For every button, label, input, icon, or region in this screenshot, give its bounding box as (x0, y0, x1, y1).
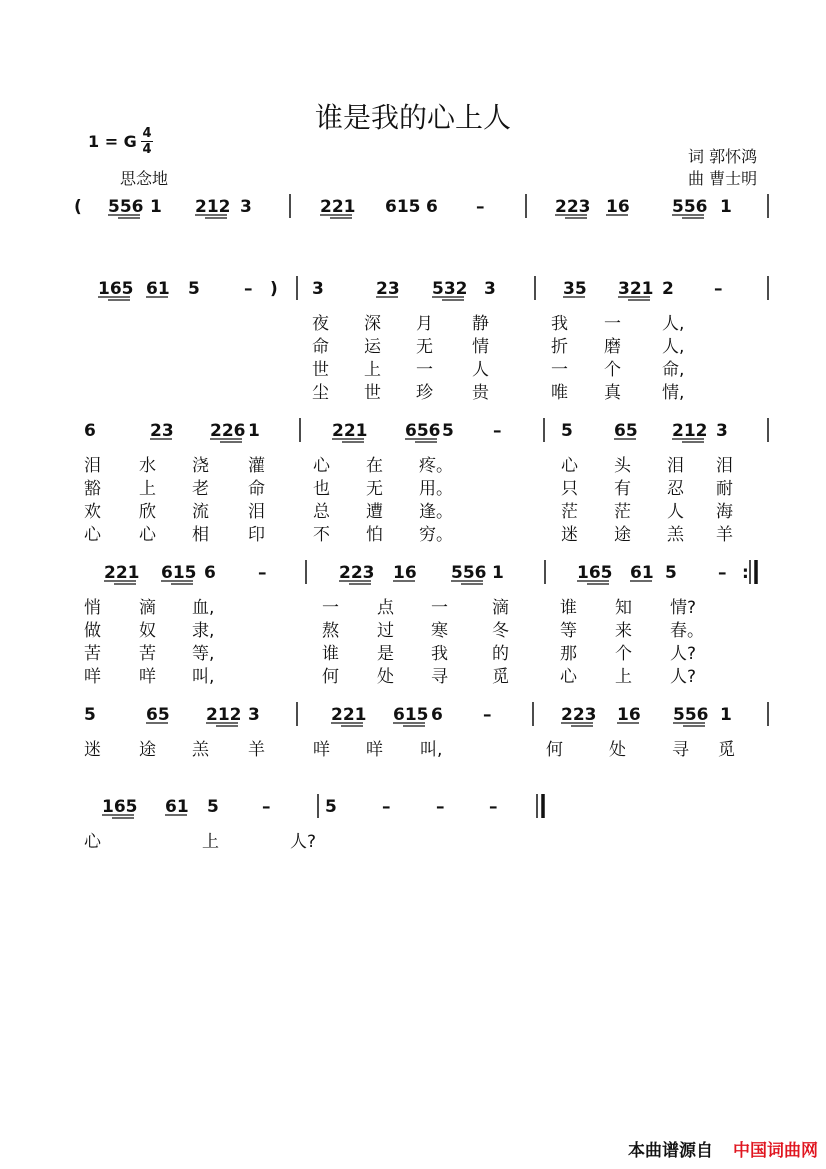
notation-token: – (718, 563, 727, 583)
lyric-char: 世 (364, 383, 381, 403)
notation-token: – (493, 421, 502, 441)
lyric-char: 情? (670, 598, 697, 618)
lyricist-credit: 词 郭怀鸿 (688, 147, 758, 166)
lyric-char: 等, (192, 644, 215, 664)
system-2 (98, 276, 768, 300)
notation-token: 223 (561, 705, 597, 725)
lyric-char: 上 (615, 667, 632, 687)
notation-token: 1 (492, 563, 504, 583)
notation-token: 16 (606, 197, 630, 217)
lyric-char: 茫 (614, 502, 631, 522)
lyric-char: 不 (313, 525, 330, 545)
lyric-char: 人 (472, 360, 489, 380)
notation-token: 6 (431, 705, 443, 725)
lyric-char: 心 (84, 832, 101, 852)
lyric-char: 是 (377, 644, 394, 664)
lyric-char: 熬 (322, 621, 339, 641)
lyric-char: 何 (322, 667, 339, 687)
lyric-char: 处 (377, 667, 394, 687)
notation-token: 532 (432, 279, 468, 299)
notation-token: 226 (210, 421, 246, 441)
lyric-char: 折 (551, 337, 568, 357)
lyric-char: 寻 (672, 740, 689, 760)
lyric-char: 命 (312, 337, 329, 357)
notation-token: 65 (614, 421, 638, 441)
lyric-char: 苦 (139, 644, 156, 664)
lyric-char: 相 (192, 525, 209, 545)
notation-token: 556 (108, 197, 144, 217)
lyric-char: 上 (139, 479, 156, 499)
lyric-char: 一 (551, 360, 568, 380)
lyric-char: 觅 (492, 667, 509, 687)
lyric-char: 一 (604, 314, 621, 334)
notation-token: 5 (325, 797, 337, 817)
system-5 (84, 702, 768, 726)
lyric-char: 珍 (416, 383, 433, 403)
notation-token: 61 (165, 797, 189, 817)
notation-token: 1 (720, 197, 732, 217)
composer-credit: 曲 曹士明 (688, 169, 758, 188)
lyric-char: 点 (377, 598, 394, 618)
notation-token: 1 (150, 197, 162, 217)
notation-token: 61 (630, 563, 654, 583)
system-6 (102, 794, 543, 818)
lyric-char: 贵 (472, 383, 489, 403)
lyric-char: 豁 (84, 479, 101, 499)
time-signature-top: 4 (142, 126, 152, 141)
notation-token: ( (74, 197, 82, 217)
lyric-char: 奴 (139, 621, 156, 641)
notation-token: 16 (617, 705, 641, 725)
notation-token: 3 (484, 279, 496, 299)
notation-token: – (258, 563, 267, 583)
lyric-char: 迷 (84, 740, 101, 760)
lyric-char: 水 (139, 456, 156, 476)
lyric-char: 疼。 (419, 456, 453, 476)
lyric-char: 夜 (312, 314, 329, 334)
system-3 (84, 418, 768, 442)
lyric-char: 总 (313, 502, 330, 522)
notation-token: 221 (320, 197, 356, 217)
notation-token: 221 (104, 563, 140, 583)
lyric-char: 羊 (248, 740, 265, 760)
notation-token: 221 (331, 705, 367, 725)
lyric-char: 流 (192, 502, 209, 522)
lyric-char: 谁 (560, 598, 577, 618)
notation-token: 656 (405, 421, 441, 441)
lyric-char: 月 (416, 314, 433, 334)
notation-token: 16 (393, 563, 417, 583)
lyric-char: 尘 (312, 383, 329, 403)
notation-token: 5 (207, 797, 219, 817)
lyric-char: 个 (604, 360, 621, 380)
notation-token: 65 (146, 705, 170, 725)
lyric-char: 唯 (551, 383, 568, 403)
notation-token: 165 (102, 797, 138, 817)
system-1 (74, 194, 768, 218)
lyric-char: 泪 (248, 502, 265, 522)
lyric-char: 人, (662, 337, 685, 357)
lyric-char: 滴 (492, 598, 509, 618)
lyric-char: 耐 (716, 479, 733, 499)
time-signature-bottom: 4 (142, 142, 152, 157)
notation-token: 5 (665, 563, 677, 583)
notation-token: 165 (577, 563, 613, 583)
lyric-char: 觅 (718, 740, 735, 760)
lyric-char: 浇 (192, 456, 209, 476)
lyric-char: 无 (366, 479, 383, 499)
lyric-char: 隶, (192, 621, 215, 641)
notation-token: 3 (240, 197, 252, 217)
notation-token: 23 (150, 421, 174, 441)
notation-token: 2 (662, 279, 674, 299)
lyric-char: 运 (364, 337, 381, 357)
notation-token: 1 (248, 421, 260, 441)
lyric-char: 人? (670, 667, 697, 687)
lyric-char: 咩 (84, 667, 101, 687)
lyric-char: 只 (561, 479, 578, 499)
lyric-char: 欣 (139, 502, 156, 522)
notation-token: – (714, 279, 723, 299)
lyric-char: 心 (313, 456, 330, 476)
notation-token: 223 (555, 197, 591, 217)
system-4 (104, 560, 756, 584)
lyric-char: 深 (364, 314, 381, 334)
notation-token: 212 (672, 421, 708, 441)
notation-token: – (262, 797, 271, 817)
notation-token: 615 (393, 705, 429, 725)
notation-token: ) (270, 279, 278, 299)
lyric-char: 知 (615, 598, 632, 618)
notation-token: 5 (84, 705, 96, 725)
lyric-char: 人 (667, 502, 684, 522)
lyric-char: 的 (492, 644, 509, 664)
notation-token: 6 (426, 197, 438, 217)
notation-token: 556 (672, 197, 708, 217)
lyric-char: 泪 (716, 456, 733, 476)
lyric-char: 那 (560, 644, 577, 664)
notation-token: 35 (563, 279, 587, 299)
notation-token: 3 (248, 705, 260, 725)
lyric-char: 无 (416, 337, 433, 357)
lyric-char: 血, (192, 598, 215, 618)
lyric-char: 我 (551, 314, 568, 334)
lyric-char: 谁 (322, 644, 339, 664)
lyric-char: 人? (290, 832, 317, 852)
notation-token: 5 (561, 421, 573, 441)
lyric-char: 我 (431, 644, 448, 664)
repeat-dots: : (742, 563, 749, 583)
lyric-char: 羔 (667, 525, 684, 545)
lyric-char: 等 (560, 621, 577, 641)
footer-source: 本曲谱源自 (628, 1141, 713, 1161)
lyric-char: 苦 (84, 644, 101, 664)
lyric-char: 寻 (431, 667, 448, 687)
lyric-char: 一 (322, 598, 339, 618)
lyric-char: 悄 (84, 598, 101, 618)
lyric-char: 真 (604, 383, 621, 403)
lyric-char: 来 (615, 621, 632, 641)
notation-token: 6 (84, 421, 96, 441)
lyric-char: 海 (716, 502, 733, 522)
notation-token: 556 (673, 705, 709, 725)
notation-token: 212 (206, 705, 242, 725)
lyric-char: 途 (139, 740, 156, 760)
lyric-char: 泪 (84, 456, 101, 476)
lyric-char: 命 (248, 479, 265, 499)
lyric-char: 人, (662, 314, 685, 334)
lyric-char: 老 (192, 479, 209, 499)
notation-token: 23 (376, 279, 400, 299)
notation-token: 6 (204, 563, 216, 583)
lyric-char: 也 (313, 479, 330, 499)
lyric-char: 欢 (84, 502, 101, 522)
lyric-char: 磨 (604, 337, 621, 357)
notation-token: 615 (385, 197, 421, 217)
lyric-char: 叫, (192, 667, 215, 687)
lyric-char: 途 (614, 525, 631, 545)
notation-token: – (483, 705, 492, 725)
lyric-char: 一 (416, 360, 433, 380)
lyric-char: 何 (546, 740, 563, 760)
lyric-char: 春。 (670, 621, 704, 641)
lyric-char: 心 (84, 525, 101, 545)
notation-token: 5 (188, 279, 200, 299)
lyric-char: 印 (248, 525, 265, 545)
notation-token: 221 (332, 421, 368, 441)
lyric-char: 灌 (248, 456, 265, 476)
lyric-char: 冬 (492, 621, 509, 641)
lyric-char: 羊 (716, 525, 733, 545)
lyric-char: 一 (431, 598, 448, 618)
footer-site: 中国词曲网 (733, 1141, 818, 1161)
notation-token: 223 (339, 563, 375, 583)
lyric-char: 迷 (561, 525, 578, 545)
notation-token: 1 (720, 705, 732, 725)
key-signature: 1 = G (88, 132, 137, 151)
lyric-char: 寒 (431, 621, 448, 641)
lyric-char: 静 (472, 314, 489, 334)
lyric-char: 用。 (419, 479, 453, 499)
lyric-char: 心 (561, 456, 578, 476)
notation-token: 212 (195, 197, 231, 217)
lyric-char: 穷。 (419, 525, 453, 545)
lyric-char: 世 (312, 360, 329, 380)
notation-token: 165 (98, 279, 134, 299)
lyric-char: 头 (614, 456, 631, 476)
notation-token: – (436, 797, 445, 817)
lyric-char: 咩 (313, 740, 330, 760)
song-title: 谁是我的心上人 (314, 101, 511, 134)
lyric-char: 有 (614, 479, 631, 499)
lyric-char: 心 (139, 525, 156, 545)
notation-token: 321 (618, 279, 654, 299)
lyric-char: 咩 (139, 667, 156, 687)
lyric-char: 咩 (366, 740, 383, 760)
notation-token: 5 (442, 421, 454, 441)
lyric-char: 遭 (366, 502, 383, 522)
lyric-char: 在 (366, 456, 383, 476)
notation-token: – (244, 279, 253, 299)
lyric-char: 忍 (667, 479, 684, 499)
source-footer (628, 1136, 818, 1161)
lyric-char: 叫, (420, 740, 443, 760)
lyric-char: 羔 (192, 740, 209, 760)
lyric-char: 泪 (667, 456, 684, 476)
notation-token: 3 (312, 279, 324, 299)
lyric-char: 心 (560, 667, 577, 687)
lyric-char: 茫 (561, 502, 578, 522)
lyric-char: 情 (472, 337, 489, 357)
lyric-char: 命, (662, 360, 685, 380)
lyric-char: 滴 (139, 598, 156, 618)
lyric-char: 过 (377, 621, 394, 641)
lyric-char: 怕 (366, 525, 383, 545)
notation-token: 556 (451, 563, 487, 583)
notation-token: 61 (146, 279, 170, 299)
lyric-char: 情, (662, 383, 685, 403)
notation-token: – (382, 797, 391, 817)
notation-token: 615 (161, 563, 197, 583)
notation-token: – (489, 797, 498, 817)
lyric-char: 个 (615, 644, 632, 664)
notation-token: – (476, 197, 485, 217)
notation-token: 3 (716, 421, 728, 441)
lyric-char: 上 (364, 360, 381, 380)
lyric-char: 做 (84, 621, 101, 641)
lyric-char: 处 (609, 740, 626, 760)
lyric-char: 上 (202, 832, 219, 852)
lyric-char: 人? (670, 644, 697, 664)
lyric-char: 逢。 (419, 502, 453, 522)
tempo-marking: 思念地 (120, 169, 169, 188)
